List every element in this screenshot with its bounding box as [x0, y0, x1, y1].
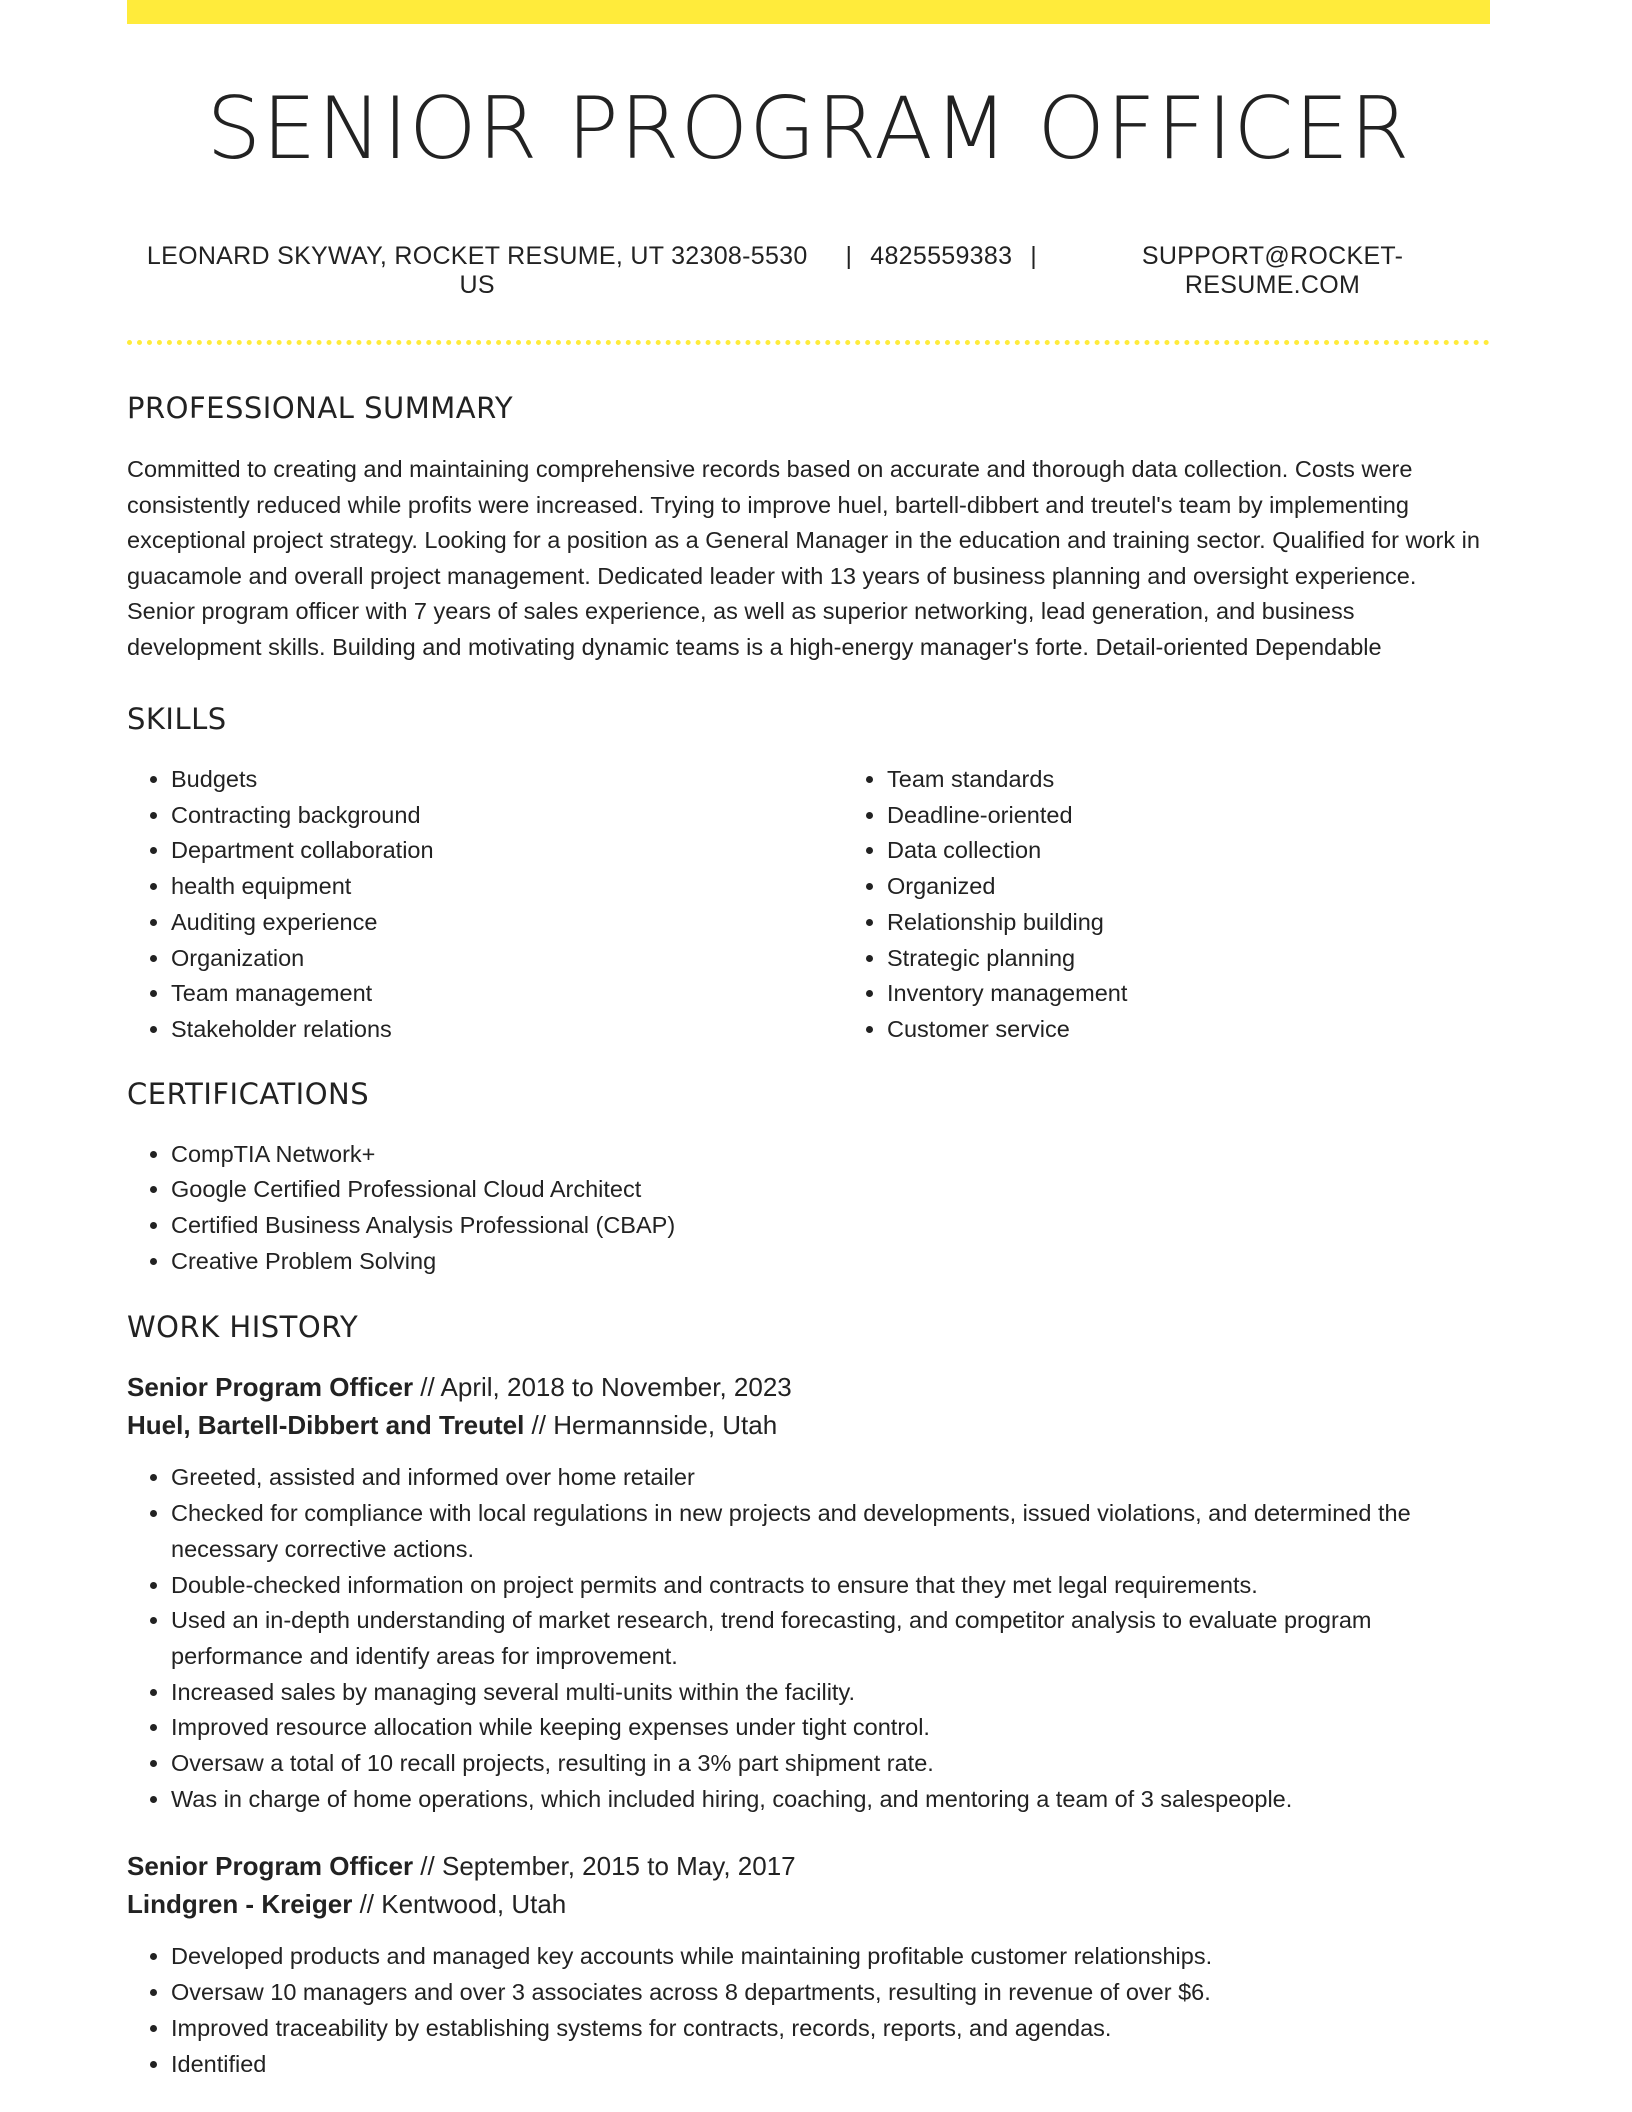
skill-item: • Data collection	[887, 833, 1559, 869]
certification-item: • CompTIA Network+	[171, 1137, 1490, 1173]
skill-item: • Customer service	[887, 1012, 1559, 1048]
skill-item: • Organized	[887, 869, 1559, 905]
job-bullet: • Was in charge of home operations, which included hiring, coaching, and mentoring a team of 3 salespeople.	[171, 1782, 1490, 1818]
job-bullet: • Developed products and managed key accounts while maintaining profitable customer relationships.	[171, 1939, 1490, 1975]
skill-item: • Inventory management	[887, 976, 1559, 1012]
summary-text: Committed to creating and maintaining comprehensive records based on accurate and thorough data collection. Costs were consistently reduced while profits were increased. Trying to improve huel, bartell-dibbert and treutel's team by implementing exceptional project strategy. Looking for a position as a General Manager in the education and training sector. Qualified for work in guacamole and overall project management. Dedicated leader with 13 years of business planning and oversight experience. Senior program officer with 7 years of sales experience, as well as superior networking, lead generation, and business development skills. Building and motivating dynamic teams is a high-energy manager's forte. Detail-oriented Dependable	[127, 456, 1480, 660]
job-company: Huel, Bartell-Dibbert and Treutel	[127, 1410, 525, 1441]
certifications-heading: CERTIFICATIONS	[127, 1076, 370, 1111]
job-bullet: • Double-checked information on project permits and contracts to ensure that they met legal requirements.	[171, 1568, 1490, 1604]
job-bullets	[127, 1460, 1490, 1817]
skill-item: • Deadline-oriented	[887, 798, 1559, 834]
skills-columns	[127, 762, 1490, 1048]
dotted-divider	[127, 340, 1490, 345]
certification-item: • Certified Business Analysis Professional (CBAP)	[171, 1208, 1490, 1244]
job-company: Lindgren - Kreiger	[127, 1889, 353, 1920]
work-history-heading: WORK HISTORY	[127, 1310, 359, 1345]
certification-item: • Google Certified Professional Cloud Architect	[171, 1172, 1490, 1208]
job-location: // Kentwood, Utah	[352, 1889, 567, 1920]
skill-item: • Stakeholder relations	[171, 1012, 843, 1048]
skills-list-right	[843, 762, 1559, 1048]
skill-item: • Team management	[171, 976, 843, 1012]
job-title-line	[127, 1847, 1490, 1885]
skill-item: • Auditing experience	[171, 905, 843, 941]
job-bullet: • Greeted, assisted and informed over home retailer	[171, 1460, 1490, 1496]
job-company-line	[127, 1885, 1490, 1923]
skill-item: • Relationship building	[887, 905, 1559, 941]
resume-title: SENIOR PROGRAM OFFICER	[206, 79, 1411, 179]
skills-list-left	[127, 762, 843, 1048]
job-company-line	[127, 1406, 1490, 1444]
certification-item: • Creative Problem Solving	[171, 1244, 1490, 1280]
contact-phone: 4825559383	[870, 242, 1013, 270]
accent-top-bar	[127, 0, 1490, 24]
certifications-list	[127, 1137, 1490, 1280]
job-dates: // April, 2018 to November, 2023	[413, 1372, 792, 1403]
job-title-line	[127, 1368, 1490, 1406]
job-entry	[127, 1368, 1490, 1817]
job-bullet: • Oversaw 10 managers and over 3 associates across 8 departments, resulting in revenue of over $6.	[171, 1975, 1490, 2011]
resume-page	[127, 0, 1490, 2082]
job-title: Senior Program Officer	[127, 1372, 414, 1403]
skill-item: • health equipment	[171, 869, 843, 905]
job-bullet: • Increased sales by managing several multi-units within the facility.	[171, 1675, 1490, 1711]
contact-separator: |	[845, 242, 853, 270]
contact-email: SUPPORT@ROCKET-RESUME.COM	[1141, 242, 1404, 299]
job-bullet: • Improved traceability by establishing systems for contracts, records, reports, and agendas.	[171, 2011, 1490, 2047]
skill-item: • Contracting background	[171, 798, 843, 834]
skill-item: • Organization	[171, 941, 843, 977]
contact-address: LEONARD SKYWAY, ROCKET RESUME, UT 32308-5530 US	[146, 242, 808, 299]
job-bullet: • Identified	[171, 2047, 1490, 2083]
skill-item: • Department collaboration	[171, 833, 843, 869]
job-entry	[127, 1847, 1490, 2082]
job-bullets	[127, 1939, 1490, 2082]
skill-item: • Team standards	[887, 762, 1559, 798]
job-bullet: • Checked for compliance with local regulations in new projects and developments, issued violations, and determined the necessary corrective actions.	[171, 1496, 1490, 1567]
job-dates: // September, 2015 to May, 2017	[413, 1851, 796, 1882]
job-bullet: • Used an in-depth understanding of market research, trend forecasting, and competitor analysis to evaluate program performance and identify areas for improvement.	[171, 1603, 1490, 1674]
contact-separator: |	[1030, 242, 1038, 270]
job-bullet: • Improved resource allocation while keeping expenses under tight control.	[171, 1710, 1490, 1746]
job-bullet: • Oversaw a total of 10 recall projects, resulting in a 3% part shipment rate.	[171, 1746, 1490, 1782]
contact-line	[127, 242, 1490, 300]
skill-item: • Strategic planning	[887, 941, 1559, 977]
skill-item: • Budgets	[171, 762, 843, 798]
summary-heading: PROFESSIONAL SUMMARY	[127, 391, 514, 425]
skills-heading: SKILLS	[127, 702, 227, 736]
job-title: Senior Program Officer	[127, 1851, 414, 1882]
job-location: // Hermannside, Utah	[524, 1410, 778, 1441]
